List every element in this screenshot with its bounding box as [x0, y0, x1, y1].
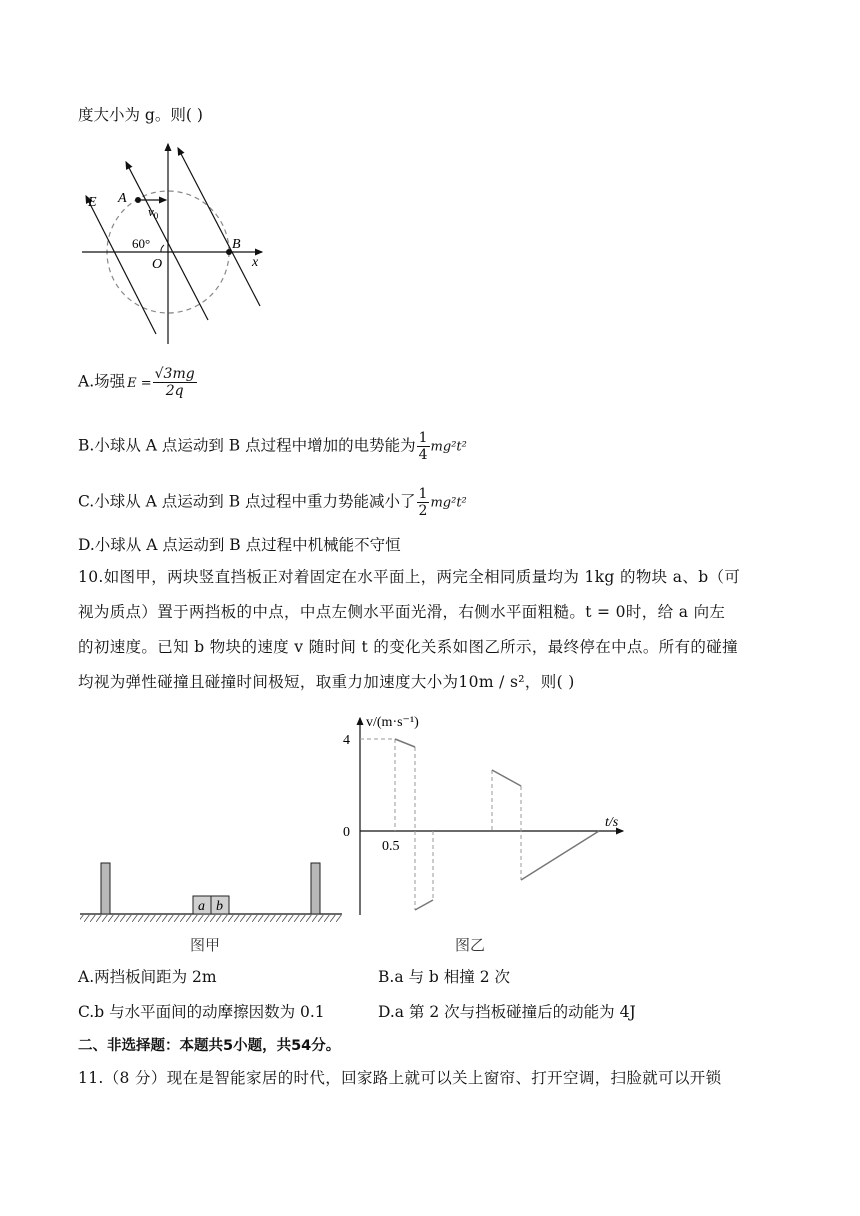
field-line-3	[178, 148, 260, 306]
ground-hatch	[80, 915, 342, 922]
label-x: x	[252, 255, 259, 270]
section-heading-2: 二、非选择题：本题共5小题，共54分。	[78, 1038, 341, 1054]
tick-0.5: 0.5	[382, 839, 400, 854]
question-9-stem-tail: 度大小为 g。则( )	[78, 106, 203, 124]
q9-option-D: D.小球从 A 点运动到 B 点过程中机械能不守恒	[78, 536, 401, 554]
q10-stem-line-3: 的初速度。已知 b 物块的速度 v 随时间 t 的变化关系如图乙所示，最终停在中点。所有的碰撞	[78, 638, 738, 656]
q9-option-C: C.小球从 A 点运动到 B 点过程中重力势能减小了 $\frac{1}{2}$ mg²t²	[78, 486, 467, 519]
block-a-label: a	[198, 899, 205, 914]
q9-option-A: A.场强 E = $\frac{√3mg}{2q}$	[78, 366, 195, 399]
caption-jia: 图甲	[190, 938, 221, 954]
q10-option-B: B.a 与 b 相撞 2 次	[378, 968, 510, 986]
q9-option-B: B.小球从 A 点运动到 B 点过程中增加的电势能为 $\frac{1}{4}$ mg²t²	[78, 430, 467, 463]
label-O: O	[152, 257, 163, 272]
q10-stem-line-4: 均视为弹性碰撞且碰撞时间极短，取重力加速度大小为10m / s²，则( )	[78, 673, 575, 691]
tick-0: 0	[343, 825, 350, 840]
angle-arc	[161, 245, 164, 252]
question-11-stem: 11.（8 分）现在是智能家居的时代，回家路上就可以关上窗帘、打开空调，扫脸就可以开锁	[78, 1069, 722, 1087]
right-wall	[311, 863, 320, 914]
figure-jia	[78, 858, 348, 958]
field-line-1	[86, 196, 156, 334]
label-v0: $v_0$	[148, 204, 159, 221]
label-E: E	[88, 195, 97, 210]
figure-yi-vt-graph	[335, 710, 635, 960]
label-angle: 60°	[132, 236, 151, 251]
q10-option-C: C.b 与水平面间的动摩擦因数为 0.1	[78, 1003, 325, 1021]
t-axis-label: t/s	[605, 815, 619, 830]
caption-yi: 图乙	[455, 938, 486, 954]
q10-option-A: A.两挡板间距为 2m	[78, 968, 217, 986]
v-axis-label: v/(m·s⁻¹)	[366, 715, 419, 730]
label-A: A	[118, 191, 127, 206]
q10-stem-line-2: 视为质点）置于两挡板的中点，中点左侧水平面光滑，右侧水平面粗糙。t = 0时，给 a 向左	[78, 603, 726, 621]
tick-4: 4	[343, 733, 350, 748]
q10-option-D: D.a 第 2 次与挡板碰撞后的动能为 4J	[378, 1003, 636, 1021]
label-B: B	[232, 237, 241, 252]
left-wall	[101, 863, 110, 914]
q9-field-diagram	[76, 138, 276, 348]
block-b-label: b	[216, 899, 223, 914]
q10-stem-line-1: 10.如图甲，两块竖直挡板正对着固定在水平面上，两完全相同质量均为 1kg 的物块 a、b（可	[78, 568, 741, 586]
